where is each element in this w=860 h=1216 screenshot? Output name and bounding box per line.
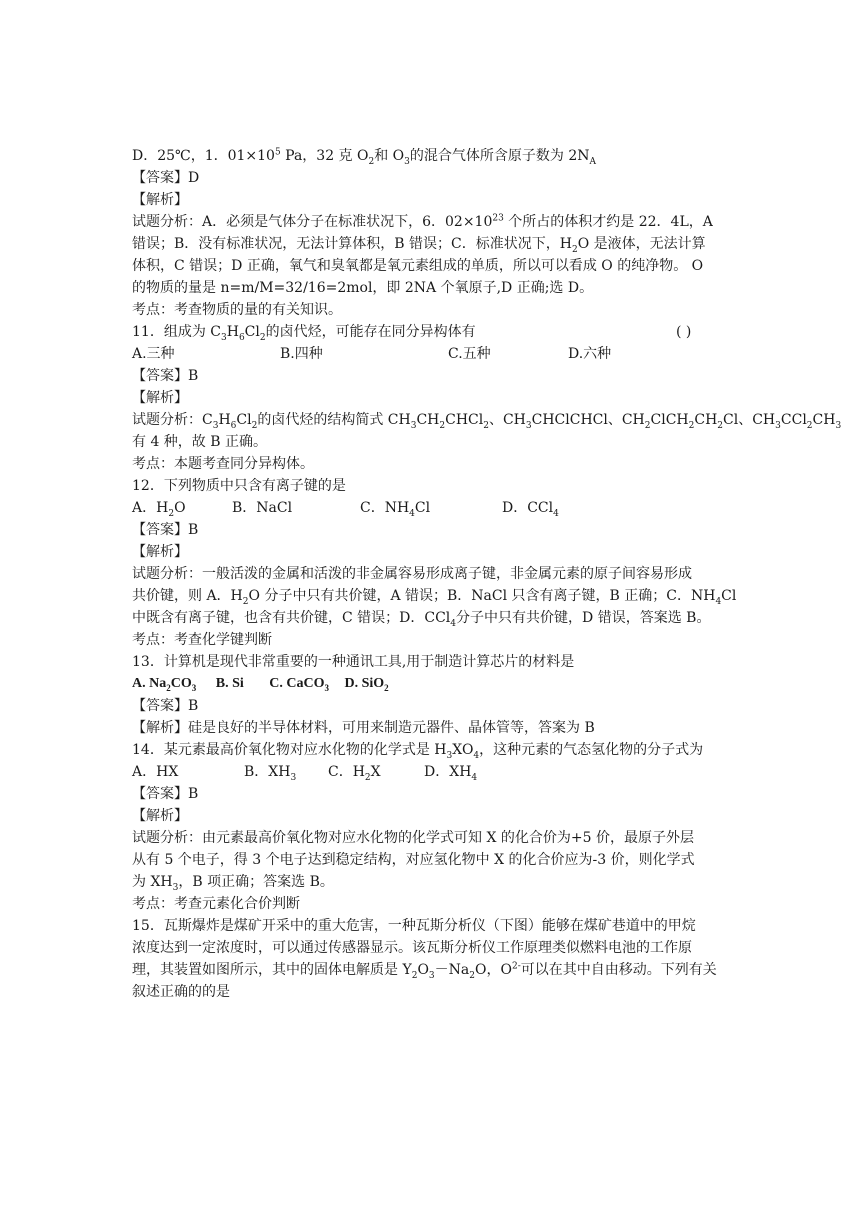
q12-note: 考点：考查化学键判断 <box>132 632 272 648</box>
q11-option-d: D.六种 <box>568 346 612 362</box>
q10-analysis-line: 的物质的量是 n=m/M=32/16=2mol，即 2NA 个氧原子,D 正确;选 D。 <box>132 280 594 296</box>
q10-note: 考点：考查物质的量的有关知识。 <box>132 302 342 318</box>
q12-option-d: D．CCl$_4$ <box>502 500 559 519</box>
q13-answer: 【答案】B <box>132 698 199 714</box>
q12-stem: 12．下列物质中只含有离子键的是 <box>132 478 346 494</box>
q11-analysis-line: 有 4 种，故 B 正确。 <box>132 434 267 450</box>
q11-option-b: B.四种 <box>280 346 323 362</box>
q11-stem: 11．组成为 $C_3H_6Cl_2$的卤代烃，可能存在同分异构体有 ( ) <box>132 321 732 343</box>
q12-analysis-line: 试题分析：一般活泼的金属和活泼的非金属容易形成离子键，非金属元素的原子间容易形成 <box>132 566 692 582</box>
q13-stem: 13．计算机是现代非常重要的一种通讯工具,用于制造计算芯片的材料是 <box>132 654 575 670</box>
q11-note: 考点：本题考查同分异构体。 <box>132 456 314 472</box>
document-body <box>132 145 842 1003</box>
q11-answer: 【答案】B <box>132 368 199 384</box>
q12-analysis-line: 中既含有离子键，也含有共价键，C 错误；D．CCl$_4$分子中只有共价键，D 错误，答案选 B。 <box>132 610 711 629</box>
q13-analysis: 【解析】硅是良好的半导体材料，可用来制造元器件、晶体管等，答案为 B <box>132 720 595 736</box>
q11-option-a: A.三种 <box>132 346 175 362</box>
q14-option-a: A．HX <box>132 764 179 780</box>
q13-option-c: C. CaCO$_3$ <box>269 676 329 693</box>
q15-stem-line: 浓度达到一定浓度时，可以通过传感器显示。该瓦斯分析仪工作原理类似燃料电池的工作原 <box>132 940 692 956</box>
q15-stem-line: 叙述正确的的是 <box>132 984 230 1000</box>
q12-analysis-label: 【解析】 <box>132 544 188 560</box>
q10-analysis-line: 体积，C 错误；D 正确，氧气和臭氧都是氧元素组成的单质，所以可以看成 O 的纯净物。 O <box>132 258 704 274</box>
q13-option-d: D. SiO$_2$ <box>344 676 389 693</box>
q11-answer-paren: ( ) <box>676 324 692 340</box>
q14-stem: 14．某元素最高价氧化物对应水化物的化学式是 $H_3XO_4$，这种元素的气态氢化物的分子式为 <box>132 742 704 761</box>
q14-option-c: C．$H_2X$ <box>328 764 381 783</box>
q13-option-a: A. $Na_2CO_3$ <box>132 676 197 693</box>
q12-option-a: A．$H_2O$ <box>132 500 186 519</box>
q11-analysis-label: 【解析】 <box>132 390 188 406</box>
q14-option-b: B．$XH_3$ <box>244 764 297 783</box>
q12-option-c: C．$NH_4Cl$ <box>360 500 431 519</box>
q12-options <box>132 497 732 519</box>
q14-analysis-label: 【解析】 <box>132 808 188 824</box>
q10-analysis-label: 【解析】 <box>132 192 188 208</box>
q12-option-b: B．NaCl <box>232 500 293 516</box>
q14-answer: 【答案】B <box>132 786 199 802</box>
q12-analysis-line: 共价键，则 A．$H_2O$ 分子中只有共价键，A 错误；B．NaCl 只含有离子键，B 正确；C．$NH_4Cl$ <box>132 588 737 607</box>
q14-analysis-line: 为 $XH_3$，B 项正确；答案选 B。 <box>132 874 334 893</box>
q10-answer: 【答案】D <box>132 170 200 186</box>
q14-analysis-line: 从有 5 个电子，得 3 个电子达到稳定结构，对应氢化物中 X 的化合价应为-3 价，则化学式 <box>132 852 695 868</box>
q13-option-b: B. Si <box>215 676 244 691</box>
q10-option-d: D．25℃，1．$01\times 10^5$ Pa，32 克 $O_2$和 $O_3$的混合气体所含原子数为 $2N_A$ <box>132 147 596 167</box>
q11-option-c: C.五种 <box>448 346 491 362</box>
q14-option-d: D．$XH_4$ <box>424 764 478 783</box>
q15-stem-line: 理，其装置如图所示，其中的固体电解质是 $Y_2O_3-Na_2O$，$O^{2-}$可以在其中自由移动。下列有关 <box>132 961 717 981</box>
q10-analysis-line: 错误；B．没有标准状况，无法计算体积，B 错误；C．标准状况下，$H_2O$ 是液体，无法计算 <box>132 236 706 255</box>
q11-options <box>132 343 732 365</box>
q10-analysis-line: 试题分析：A．必须是气体分子在标准状况下，6．$02\times 10^{23}$ 个所占的体积才约是 22．4L，A <box>132 213 713 230</box>
q14-options <box>132 761 732 783</box>
q14-analysis-line: 试题分析：由元素最高价氧化物对应水化物的化学式可知 X 的化合价为+5 价，最原子外层 <box>132 830 694 846</box>
q11-analysis-line: 试题分析：$C_3H_6Cl_2$的卤代烃的结构简式 $CH_3CH_2CHCl_2$、$CH_3CHClCHCl$、$CH_2ClCH_2CH_2Cl$、$CH_3CCl_2CH_3$ <box>132 412 842 431</box>
q15-stem-line: 15．瓦斯爆炸是煤矿开采中的重大危害，一种瓦斯分析仪（下图）能够在煤矿巷道中的甲烷 <box>132 918 696 934</box>
q14-note: 考点：考查元素化合价判断 <box>132 896 300 912</box>
q13-options <box>132 673 732 695</box>
q12-answer: 【答案】B <box>132 522 199 538</box>
